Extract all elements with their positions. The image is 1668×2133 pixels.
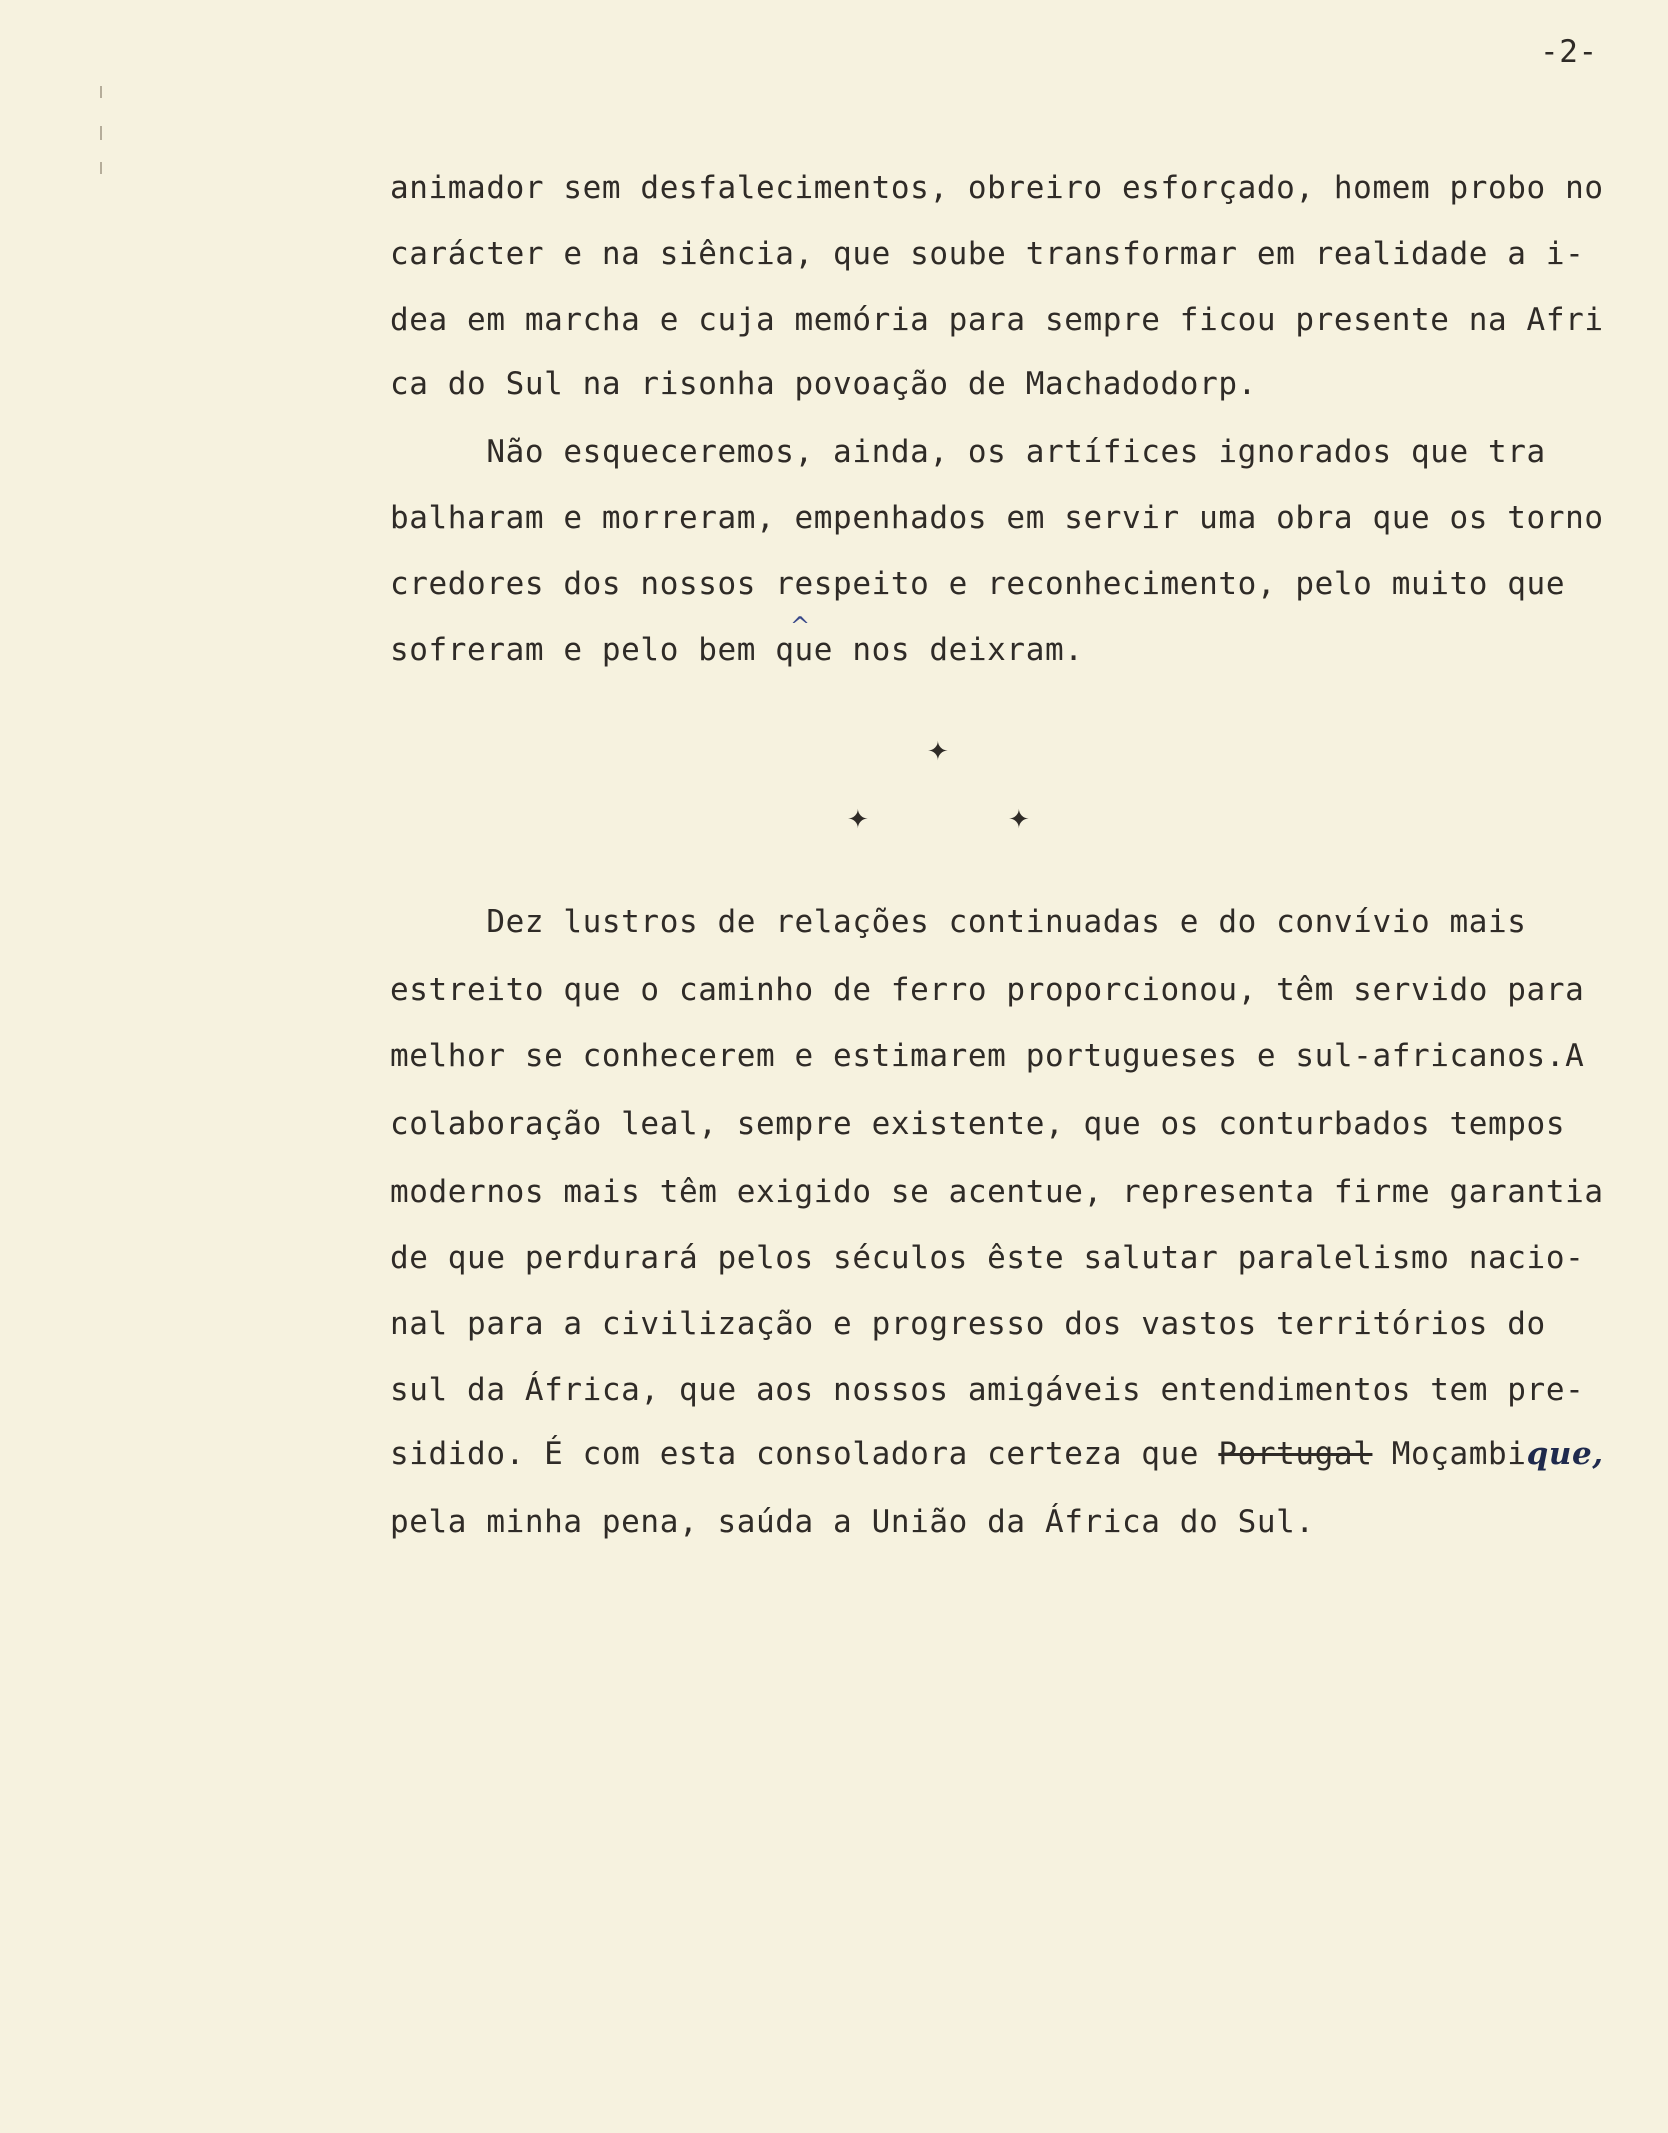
- text-line: colaboração leal, sempre existente, que os conturbados tempos: [390, 1106, 1566, 1142]
- text-line: modernos mais têm exigido se acentue, representa firme garantia: [390, 1174, 1604, 1210]
- text-segment: sidido. É com esta consoladora certeza que: [390, 1436, 1219, 1472]
- replacement-word: Moçambi: [1372, 1436, 1527, 1472]
- text-line: dea em marcha e cuja memória para sempre ficou presente na Afri: [390, 302, 1604, 338]
- text-line: Não esqueceremos, ainda, os artífices ignorados que tra: [390, 434, 1546, 470]
- text-line: credores dos nossos respeito e reconhecimento, pelo muito que: [390, 566, 1566, 602]
- text-line: nal para a civilização e progresso dos vastos territórios do: [390, 1306, 1546, 1342]
- margin-mark: [100, 86, 102, 98]
- caret-mark: ^: [790, 612, 811, 640]
- page-number: -2-: [1540, 34, 1598, 70]
- text-line: Dez lustros de relações continuadas e do convívio mais: [390, 904, 1527, 940]
- text-line: pela minha pena, saúda a União da África do Sul.: [390, 1504, 1315, 1540]
- margin-mark: [100, 162, 102, 174]
- text-line: sul da África, que aos nossos amigáveis entendimentos tem pre-: [390, 1372, 1585, 1408]
- text-line: de que perdurará pelos séculos êste salutar paralelismo nacio-: [390, 1240, 1585, 1276]
- text-line: estreito que o caminho de ferro proporcionou, têm servido para: [390, 972, 1585, 1008]
- ornament-icon: ✦: [927, 737, 949, 767]
- text-line: ca do Sul na risonha povoação de Machadodorp.: [390, 366, 1257, 402]
- struck-out-word: Portugal: [1218, 1436, 1373, 1472]
- text-line: animador sem desfalecimentos, obreiro esforçado, homem probo no: [390, 170, 1604, 206]
- ornament-icon: ✦: [847, 805, 869, 835]
- handwritten-correction: que,: [1526, 1436, 1604, 1472]
- ornament-icon: ✦: [1008, 805, 1030, 835]
- text-line: balharam e morreram, empenhados em servir uma obra que os torno: [390, 500, 1604, 536]
- text-line: melhor se conhecerem e estimarem portugueses e sul-africanos.A: [390, 1038, 1585, 1074]
- text-line: sofreram e pelo bem que nos deixram.: [390, 632, 1084, 668]
- text-line: carácter e na siência, que soube transformar em realidade a i-: [390, 236, 1585, 272]
- margin-mark: [100, 126, 102, 140]
- text-line-with-correction: [390, 1434, 1604, 1474]
